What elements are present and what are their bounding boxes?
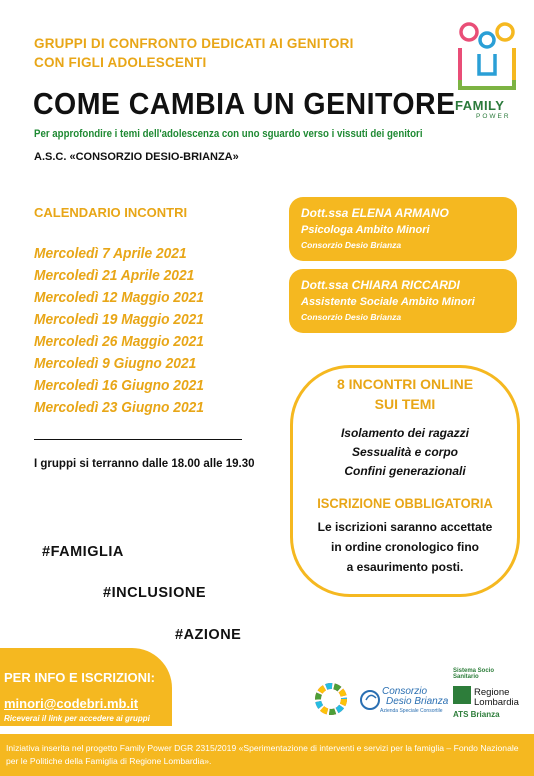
calendar-date: Mercoledì 9 Giugno 2021: [34, 356, 197, 372]
speaker-name: Dott.ssa CHIARA RICCARDI: [301, 278, 460, 292]
speaker-name: Dott.ssa ELENA ARMANO: [301, 206, 449, 220]
ats-brand: ATS Brianza: [453, 710, 500, 719]
topic-item: Confini generazionali: [344, 464, 466, 478]
header-line-2: CON FIGLI ADOLESCENTI: [34, 55, 207, 70]
divider: [34, 439, 242, 440]
online-title: 8 INCONTRI ONLINE: [336, 376, 474, 392]
calendar-date: Mercoledì 16 Giugno 2021: [34, 378, 204, 394]
footer-note: Iniziativa inserita nel progetto Family Power DGR 2315/2019 «Sperimentazione di interventi e servizi per la famiglia – Fondo Nazionale per le Politiche della Famiglia di Regione Lombardia».: [0, 734, 534, 776]
calendar-date: Mercoledì 19 Maggio 2021: [34, 312, 204, 328]
speaker-role: Assistente Sociale Ambito Minori: [301, 296, 475, 308]
hashtag-azione: #AZIONE: [175, 627, 242, 643]
header-line-1: GRUPPI DI CONFRONTO DEDICATI AI GENITORI: [34, 36, 354, 51]
hashtag-famiglia: #FAMIGLIA: [42, 544, 124, 560]
hashtag-inclusione: #INCLUSIONE: [103, 585, 206, 601]
consorzio-name-2: Desio Brianza: [386, 696, 449, 707]
registration-note: a esaurimento posti.: [346, 560, 464, 574]
registration-note: in ordine cronologico fino: [331, 540, 479, 554]
speaker-role: Psicologa Ambito Minori: [301, 224, 430, 236]
topic-item: Isolamento dei ragazzi: [340, 426, 470, 440]
online-meetings-box: [290, 365, 520, 597]
online-subtitle: SUI TEMI: [374, 396, 436, 412]
calendar-date: Mercoledì 7 Aprile 2021: [34, 246, 187, 262]
calendar-date: Mercoledì 12 Maggio 2021: [34, 290, 204, 306]
partner-logos: [310, 668, 520, 726]
consorzio-name-1: Consorzio: [382, 686, 428, 697]
registration-title: ISCRIZIONE OBBLIGATORIA: [317, 495, 493, 511]
speaker-org: Consorzio Desio Brianza: [301, 240, 402, 250]
speaker-org: Consorzio Desio Brianza: [301, 312, 402, 322]
consorzio-subtitle: Azienda Speciale Consortile: [380, 708, 443, 714]
page-title: COME CAMBIA UN GENITORE: [33, 86, 456, 121]
meeting-hours: I gruppi si terranno dalle 18.00 alle 19.30: [34, 458, 255, 470]
speaker-card: [289, 197, 517, 261]
sdg-wheel-icon: [314, 682, 348, 716]
contact-email-link[interactable]: minori@codebri.mb.it: [4, 696, 139, 711]
registration-note: Le iscrizioni saranno accettate: [317, 520, 493, 534]
ats-region-1: Regione: [474, 687, 510, 698]
calendar-date: Mercoledì 21 Aprile 2021: [34, 268, 195, 284]
logo-name: FAMILY: [455, 98, 505, 113]
organizer: A.S.C. «CONSORZIO DESIO-BRIANZA»: [34, 151, 239, 163]
info-note: Riceverai il link per accedere ai gruppi: [4, 714, 150, 723]
calendar-title: CALENDARIO INCONTRI: [34, 205, 188, 220]
regione-lombardia-icon: [453, 686, 471, 704]
calendar-date: Mercoledì 26 Maggio 2021: [34, 334, 204, 350]
logo-subtitle: POWER: [476, 113, 511, 120]
topic-item: Sessualità e corpo: [351, 445, 459, 459]
speaker-card: [289, 269, 517, 333]
ats-region-2: Lombardia: [474, 697, 519, 708]
ats-header: Sistema Socio Sanitario: [453, 668, 495, 680]
info-title: PER INFO E ISCRIZIONI:: [4, 670, 155, 685]
subtitle: Per approfondire i temi dell'adolescenza con uno sguardo verso i vissuti dei genitori: [34, 128, 423, 140]
calendar-date: Mercoledì 23 Giugno 2021: [34, 400, 204, 416]
